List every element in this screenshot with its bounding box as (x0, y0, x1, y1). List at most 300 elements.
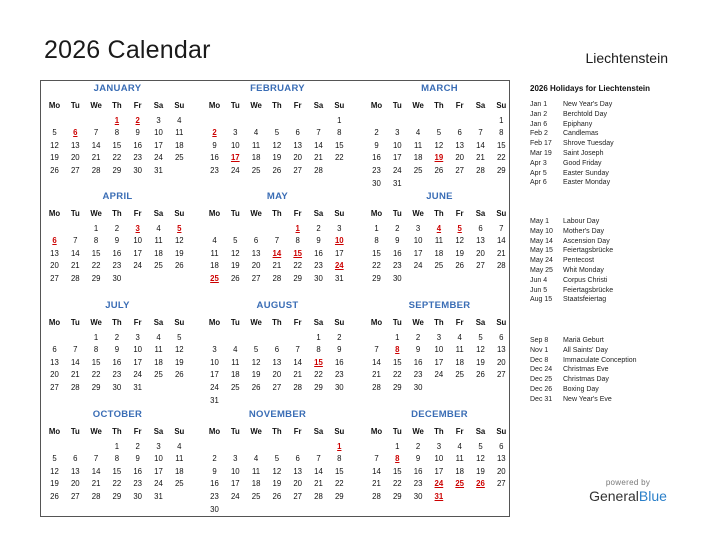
day-cell: 22 (91, 261, 101, 271)
day-cell: 16 (413, 357, 423, 367)
day-cell: 3 (156, 441, 161, 451)
day-cell: 2 (395, 223, 400, 233)
day-cell: 28 (70, 383, 80, 392)
weekday-header: Tu (230, 101, 240, 110)
day-cell: 13 (455, 140, 465, 150)
day-cell: 15 (91, 248, 101, 258)
weekday-header: Sa (153, 427, 164, 436)
day-cell: 27 (272, 383, 282, 392)
holiday-date: Dec 31 (530, 395, 553, 403)
month-name: DECEMBER (411, 409, 468, 420)
holiday-day-cell: 15 (314, 357, 323, 367)
holiday-date: Jan 6 (530, 120, 548, 128)
holiday-day-cell: 6 (73, 128, 78, 138)
weekday-header: Fr (293, 427, 302, 436)
day-cell: 16 (210, 479, 219, 489)
weekday-header: We (90, 209, 102, 218)
weekday-header: Su (174, 209, 185, 218)
day-cell: 15 (496, 140, 506, 150)
holiday-day-cell: 8 (395, 454, 400, 464)
day-cell: 29 (334, 492, 344, 501)
day-cell: 13 (496, 454, 506, 464)
day-cell: 22 (392, 370, 402, 380)
holiday-row (530, 356, 637, 366)
day-cell: 23 (133, 153, 143, 163)
day-cell: 25 (251, 166, 261, 175)
day-cell: 23 (413, 370, 423, 380)
holiday-day-cell: 15 (293, 248, 303, 258)
day-cell: 28 (496, 261, 506, 271)
holiday-name: Feiertagsbrücke (563, 247, 614, 255)
day-cell: 4 (457, 332, 462, 342)
weekday-header: Fr (133, 318, 142, 327)
day-cell: 26 (476, 370, 485, 380)
holiday-day-cell: 19 (434, 153, 444, 163)
weekday-header: Fr (293, 101, 302, 110)
day-cell: 23 (334, 370, 344, 380)
weekday-header: Th (112, 318, 122, 327)
day-cell: 26 (455, 261, 465, 271)
day-cell: 9 (212, 140, 217, 150)
holiday-row (530, 256, 613, 266)
day-cell: 18 (251, 479, 261, 489)
holiday-name: Feiertagsbrücke (563, 286, 614, 294)
holiday-day-cell: 10 (334, 236, 344, 246)
day-cell: 23 (112, 261, 122, 271)
holiday-day-cell: 24 (434, 479, 444, 489)
day-cell: 19 (174, 248, 184, 258)
day-cell: 28 (70, 274, 80, 283)
weekday-header: Th (272, 427, 282, 436)
day-cell: 18 (174, 466, 184, 476)
holiday-name: Shrove Tuesday (563, 140, 614, 148)
weekday-header: Tu (70, 427, 80, 436)
weekday-header: Su (496, 318, 507, 327)
day-cell: 4 (177, 441, 182, 451)
day-cell: 20 (293, 153, 303, 163)
weekday-header: Mo (48, 427, 61, 436)
weekday-header: Tu (392, 318, 402, 327)
day-cell: 17 (230, 479, 240, 489)
weekday-header: Mo (48, 209, 61, 218)
day-cell: 13 (293, 140, 303, 150)
day-cell: 11 (210, 248, 219, 258)
day-cell: 17 (434, 466, 444, 476)
day-cell: 30 (413, 492, 423, 501)
weekday-header: Sa (475, 427, 486, 436)
holiday-name: Good Friday (563, 159, 602, 167)
day-cell: 8 (499, 128, 504, 138)
month-september (366, 300, 513, 392)
day-cell: 26 (272, 492, 282, 501)
day-cell: 15 (372, 248, 381, 258)
weekday-header: We (412, 318, 424, 327)
day-cell: 21 (496, 248, 506, 258)
day-cell: 2 (337, 332, 342, 342)
weekday-header: Sa (153, 318, 164, 327)
weekday-header: Th (112, 101, 122, 110)
day-cell: 11 (175, 128, 184, 138)
weekday-header: Su (334, 101, 345, 110)
brand-name-part2: Blue (638, 488, 667, 504)
weekday-header: Su (334, 209, 345, 218)
holiday-name: All Saints' Day (563, 346, 608, 354)
day-cell: 3 (135, 332, 140, 342)
day-cell: 9 (114, 236, 120, 246)
weekday-header: Tu (230, 427, 240, 436)
day-cell: 15 (392, 357, 402, 367)
day-cell: 18 (455, 357, 465, 367)
day-cell: 28 (314, 492, 323, 501)
day-cell: 11 (455, 345, 464, 355)
day-cell: 14 (496, 236, 506, 246)
weekday-header: We (250, 427, 262, 436)
month-name: MARCH (421, 83, 458, 94)
day-cell: 30 (210, 504, 219, 514)
day-cell: 23 (210, 492, 219, 501)
holiday-day-cell: 24 (334, 261, 344, 271)
day-cell: 16 (210, 153, 219, 163)
day-cell: 12 (434, 140, 444, 150)
weekday-header: Su (334, 318, 345, 327)
day-cell: 29 (112, 492, 122, 501)
day-cell: 8 (93, 236, 99, 246)
day-cell: 2 (135, 441, 140, 451)
weekday-header: Th (272, 209, 282, 218)
day-cell: 27 (70, 166, 80, 175)
day-cell: 14 (293, 357, 303, 367)
weekday-header: Sa (313, 101, 324, 110)
day-cell: 9 (135, 128, 140, 138)
day-cell: 3 (233, 454, 238, 464)
day-cell: 13 (496, 345, 506, 355)
holiday-date: Dec 26 (530, 385, 553, 393)
day-cell: 1 (337, 115, 342, 125)
holiday-day-cell: 1 (295, 223, 300, 233)
day-cell: 14 (476, 140, 485, 150)
weekday-header: Sa (313, 427, 324, 436)
weekday-header: Sa (313, 318, 324, 327)
day-cell: 29 (91, 274, 101, 283)
day-cell: 8 (295, 236, 300, 246)
day-cell: 31 (334, 274, 344, 283)
holiday-date: Apr 3 (530, 159, 547, 167)
day-cell: 30 (372, 178, 381, 188)
holiday-day-cell: 25 (455, 479, 465, 489)
holiday-date: Apr 6 (530, 179, 547, 187)
day-cell: 14 (314, 466, 323, 476)
holiday-row (530, 365, 637, 375)
weekday-header: Sa (153, 101, 164, 110)
weekday-header: Th (272, 318, 282, 327)
holiday-name: Labour Day (563, 218, 600, 225)
weekday-header: Th (434, 318, 444, 327)
weekday-header: Su (174, 318, 185, 327)
day-cell: 7 (374, 345, 379, 355)
day-cell: 5 (274, 128, 280, 138)
day-cell: 20 (496, 466, 506, 476)
day-cell: 16 (112, 248, 122, 258)
day-cell: 18 (413, 153, 423, 163)
holiday-name: Corpus Christi (563, 276, 608, 284)
day-cell: 14 (91, 466, 101, 476)
day-cell: 21 (293, 370, 303, 380)
weekday-header: Su (496, 209, 507, 218)
holiday-group (530, 336, 637, 405)
weekday-header: Su (496, 101, 507, 110)
day-cell: 24 (133, 370, 143, 380)
day-cell: 27 (50, 274, 59, 283)
day-cell: 30 (112, 383, 122, 392)
day-cell: 12 (230, 248, 240, 258)
day-cell: 10 (133, 236, 143, 246)
day-cell: 5 (253, 345, 259, 355)
day-cell: 24 (392, 166, 402, 175)
day-cell: 13 (251, 248, 261, 258)
weekday-header: Fr (455, 101, 464, 110)
day-cell: 9 (395, 236, 400, 246)
day-cell: 22 (496, 153, 506, 163)
day-cell: 20 (496, 357, 506, 367)
weekday-header: We (90, 318, 102, 327)
month-name: JUNE (426, 191, 453, 202)
holiday-date: Dec 8 (530, 356, 549, 364)
holiday-name: Christmas Eve (563, 366, 609, 374)
day-cell: 4 (212, 236, 217, 246)
day-cell: 15 (334, 140, 344, 150)
day-cell: 17 (413, 248, 423, 258)
holiday-date: May 1 (530, 218, 550, 225)
day-cell: 22 (112, 479, 122, 489)
holiday-date: Apr 5 (530, 169, 547, 177)
holiday-name: Whit Monday (563, 266, 604, 274)
day-cell: 16 (372, 153, 381, 163)
day-cell: 26 (50, 492, 59, 501)
weekday-header: We (250, 101, 262, 110)
month-june (366, 191, 513, 283)
day-cell: 3 (415, 223, 421, 233)
holiday-day-cell: 26 (476, 479, 485, 489)
day-cell: 6 (295, 454, 300, 464)
day-cell: 17 (392, 153, 402, 163)
day-cell: 6 (295, 128, 300, 138)
day-cell: 27 (455, 166, 465, 175)
holiday-name: Boxing Day (563, 385, 599, 393)
weekday-header: Mo (208, 101, 221, 110)
day-cell: 7 (73, 345, 78, 355)
day-cell: 8 (114, 454, 120, 464)
holiday-day-cell: 2 (135, 115, 140, 125)
day-cell: 27 (70, 492, 80, 501)
weekday-header: Th (434, 427, 444, 436)
day-cell: 7 (316, 454, 321, 464)
month-name: AUGUST (256, 300, 299, 311)
weekday-header: Mo (370, 101, 383, 110)
day-cell: 30 (133, 166, 143, 175)
day-cell: 12 (476, 454, 485, 464)
page-title: 2026 Calendar (44, 36, 211, 64)
day-cell: 11 (414, 140, 423, 150)
holiday-date: Aug 15 (530, 296, 553, 304)
day-cell: 15 (112, 466, 122, 476)
day-cell: 15 (91, 357, 101, 367)
holiday-date: Dec 25 (530, 376, 553, 384)
day-cell: 28 (272, 274, 282, 283)
day-cell: 22 (372, 261, 381, 271)
holiday-date: Sep 8 (530, 337, 549, 344)
holiday-row (530, 139, 614, 149)
holiday-row (530, 100, 614, 110)
weekday-header: Fr (455, 427, 464, 436)
holiday-row (530, 336, 637, 346)
day-cell: 4 (457, 441, 462, 451)
month-name: OCTOBER (92, 409, 143, 420)
day-cell: 8 (93, 345, 99, 355)
day-cell: 8 (114, 128, 120, 138)
day-cell: 2 (114, 223, 120, 233)
day-cell: 5 (52, 128, 57, 138)
weekday-header: Tu (70, 318, 80, 327)
month-name: SEPTEMBER (408, 300, 471, 311)
day-cell: 12 (476, 345, 485, 355)
day-cell: 1 (395, 441, 400, 451)
day-cell: 8 (374, 236, 379, 246)
holiday-day-cell: 5 (457, 223, 462, 233)
day-cell: 12 (174, 345, 184, 355)
day-cell: 11 (434, 236, 443, 246)
day-cell: 26 (174, 261, 184, 271)
day-cell: 20 (272, 370, 282, 380)
day-cell: 25 (174, 479, 184, 489)
weekday-header: Mo (208, 427, 221, 436)
day-cell: 24 (154, 153, 163, 163)
day-cell: 21 (91, 479, 101, 489)
day-cell: 7 (93, 128, 99, 138)
day-cell: 13 (70, 466, 80, 476)
day-cell: 21 (272, 261, 282, 271)
weekday-header: Tu (392, 101, 402, 110)
day-cell: 12 (50, 466, 59, 476)
holiday-date: May 24 (530, 257, 553, 265)
day-cell: 17 (210, 370, 219, 380)
holiday-name: Mother's Day (563, 227, 605, 235)
day-cell: 31 (154, 492, 163, 501)
day-cell: 25 (413, 166, 423, 175)
brand-name-part1: General (589, 488, 639, 504)
holiday-day-cell: 8 (395, 345, 400, 355)
day-cell: 4 (233, 345, 238, 355)
holiday-date: Nov 1 (530, 346, 549, 354)
day-cell: 16 (314, 248, 323, 258)
day-cell: 7 (295, 345, 300, 355)
day-cell: 16 (133, 140, 143, 150)
day-cell: 25 (154, 261, 163, 271)
weekday-header: Fr (293, 318, 302, 327)
weekday-header: Tu (392, 209, 402, 218)
day-cell: 14 (314, 140, 323, 150)
day-cell: 24 (133, 261, 143, 271)
day-cell: 6 (457, 128, 462, 138)
day-cell: 24 (210, 383, 219, 392)
day-cell: 19 (174, 357, 184, 367)
day-cell: 22 (112, 153, 122, 163)
day-cell: 9 (114, 345, 120, 355)
holiday-name: New Year's Eve (563, 395, 612, 403)
holiday-group (530, 100, 614, 188)
day-cell: 18 (154, 248, 163, 258)
day-cell: 13 (70, 140, 80, 150)
day-cell: 17 (154, 466, 163, 476)
weekday-header: Fr (133, 209, 142, 218)
month-february (204, 83, 351, 175)
day-cell: 30 (334, 383, 344, 392)
holiday-row (530, 129, 614, 139)
day-cell: 25 (174, 153, 184, 163)
day-cell: 27 (496, 479, 506, 489)
day-cell: 10 (133, 345, 143, 355)
weekday-header: Sa (153, 209, 164, 218)
weekday-header: Fr (133, 101, 142, 110)
day-cell: 30 (112, 274, 122, 283)
weekday-header: We (412, 209, 424, 218)
day-cell: 11 (455, 454, 464, 464)
day-cell: 8 (316, 345, 321, 355)
day-cell: 4 (253, 128, 259, 138)
day-cell: 20 (476, 248, 485, 258)
day-cell: 22 (314, 370, 323, 380)
day-cell: 5 (478, 441, 483, 451)
day-cell: 19 (272, 479, 282, 489)
day-cell: 11 (252, 466, 261, 476)
day-cell: 1 (316, 332, 321, 342)
holiday-date: Jun 4 (530, 276, 548, 284)
day-cell: 3 (233, 128, 238, 138)
holiday-list (530, 84, 700, 403)
day-cell: 22 (392, 479, 402, 489)
calendar-grid (40, 80, 510, 517)
day-cell: 28 (314, 166, 323, 175)
day-cell: 5 (478, 332, 483, 342)
day-cell: 30 (392, 274, 402, 283)
weekday-header: Su (174, 427, 185, 436)
holiday-day-cell: 4 (436, 223, 442, 233)
holiday-day-cell: 17 (230, 153, 240, 163)
day-cell: 11 (154, 345, 163, 355)
holiday-row (530, 266, 613, 276)
day-cell: 20 (50, 370, 59, 380)
holiday-row (530, 110, 614, 120)
month-april (44, 191, 191, 283)
day-cell: 28 (476, 166, 485, 175)
day-cell: 1 (499, 115, 504, 125)
day-cell: 2 (316, 223, 321, 233)
holiday-row (530, 375, 637, 385)
holiday-day-cell: 14 (272, 248, 282, 258)
day-cell: 11 (154, 236, 163, 246)
holiday-name: Epiphany (563, 120, 593, 128)
day-cell: 31 (392, 178, 402, 188)
weekday-header: Mo (370, 318, 383, 327)
brand-name (583, 488, 673, 504)
holiday-row (530, 227, 613, 237)
weekday-header: Su (334, 427, 345, 436)
day-cell: 8 (337, 454, 342, 464)
day-cell: 26 (272, 166, 282, 175)
month-july (44, 300, 191, 392)
weekday-header: Sa (475, 318, 486, 327)
day-cell: 16 (133, 466, 143, 476)
month-november (204, 409, 351, 514)
